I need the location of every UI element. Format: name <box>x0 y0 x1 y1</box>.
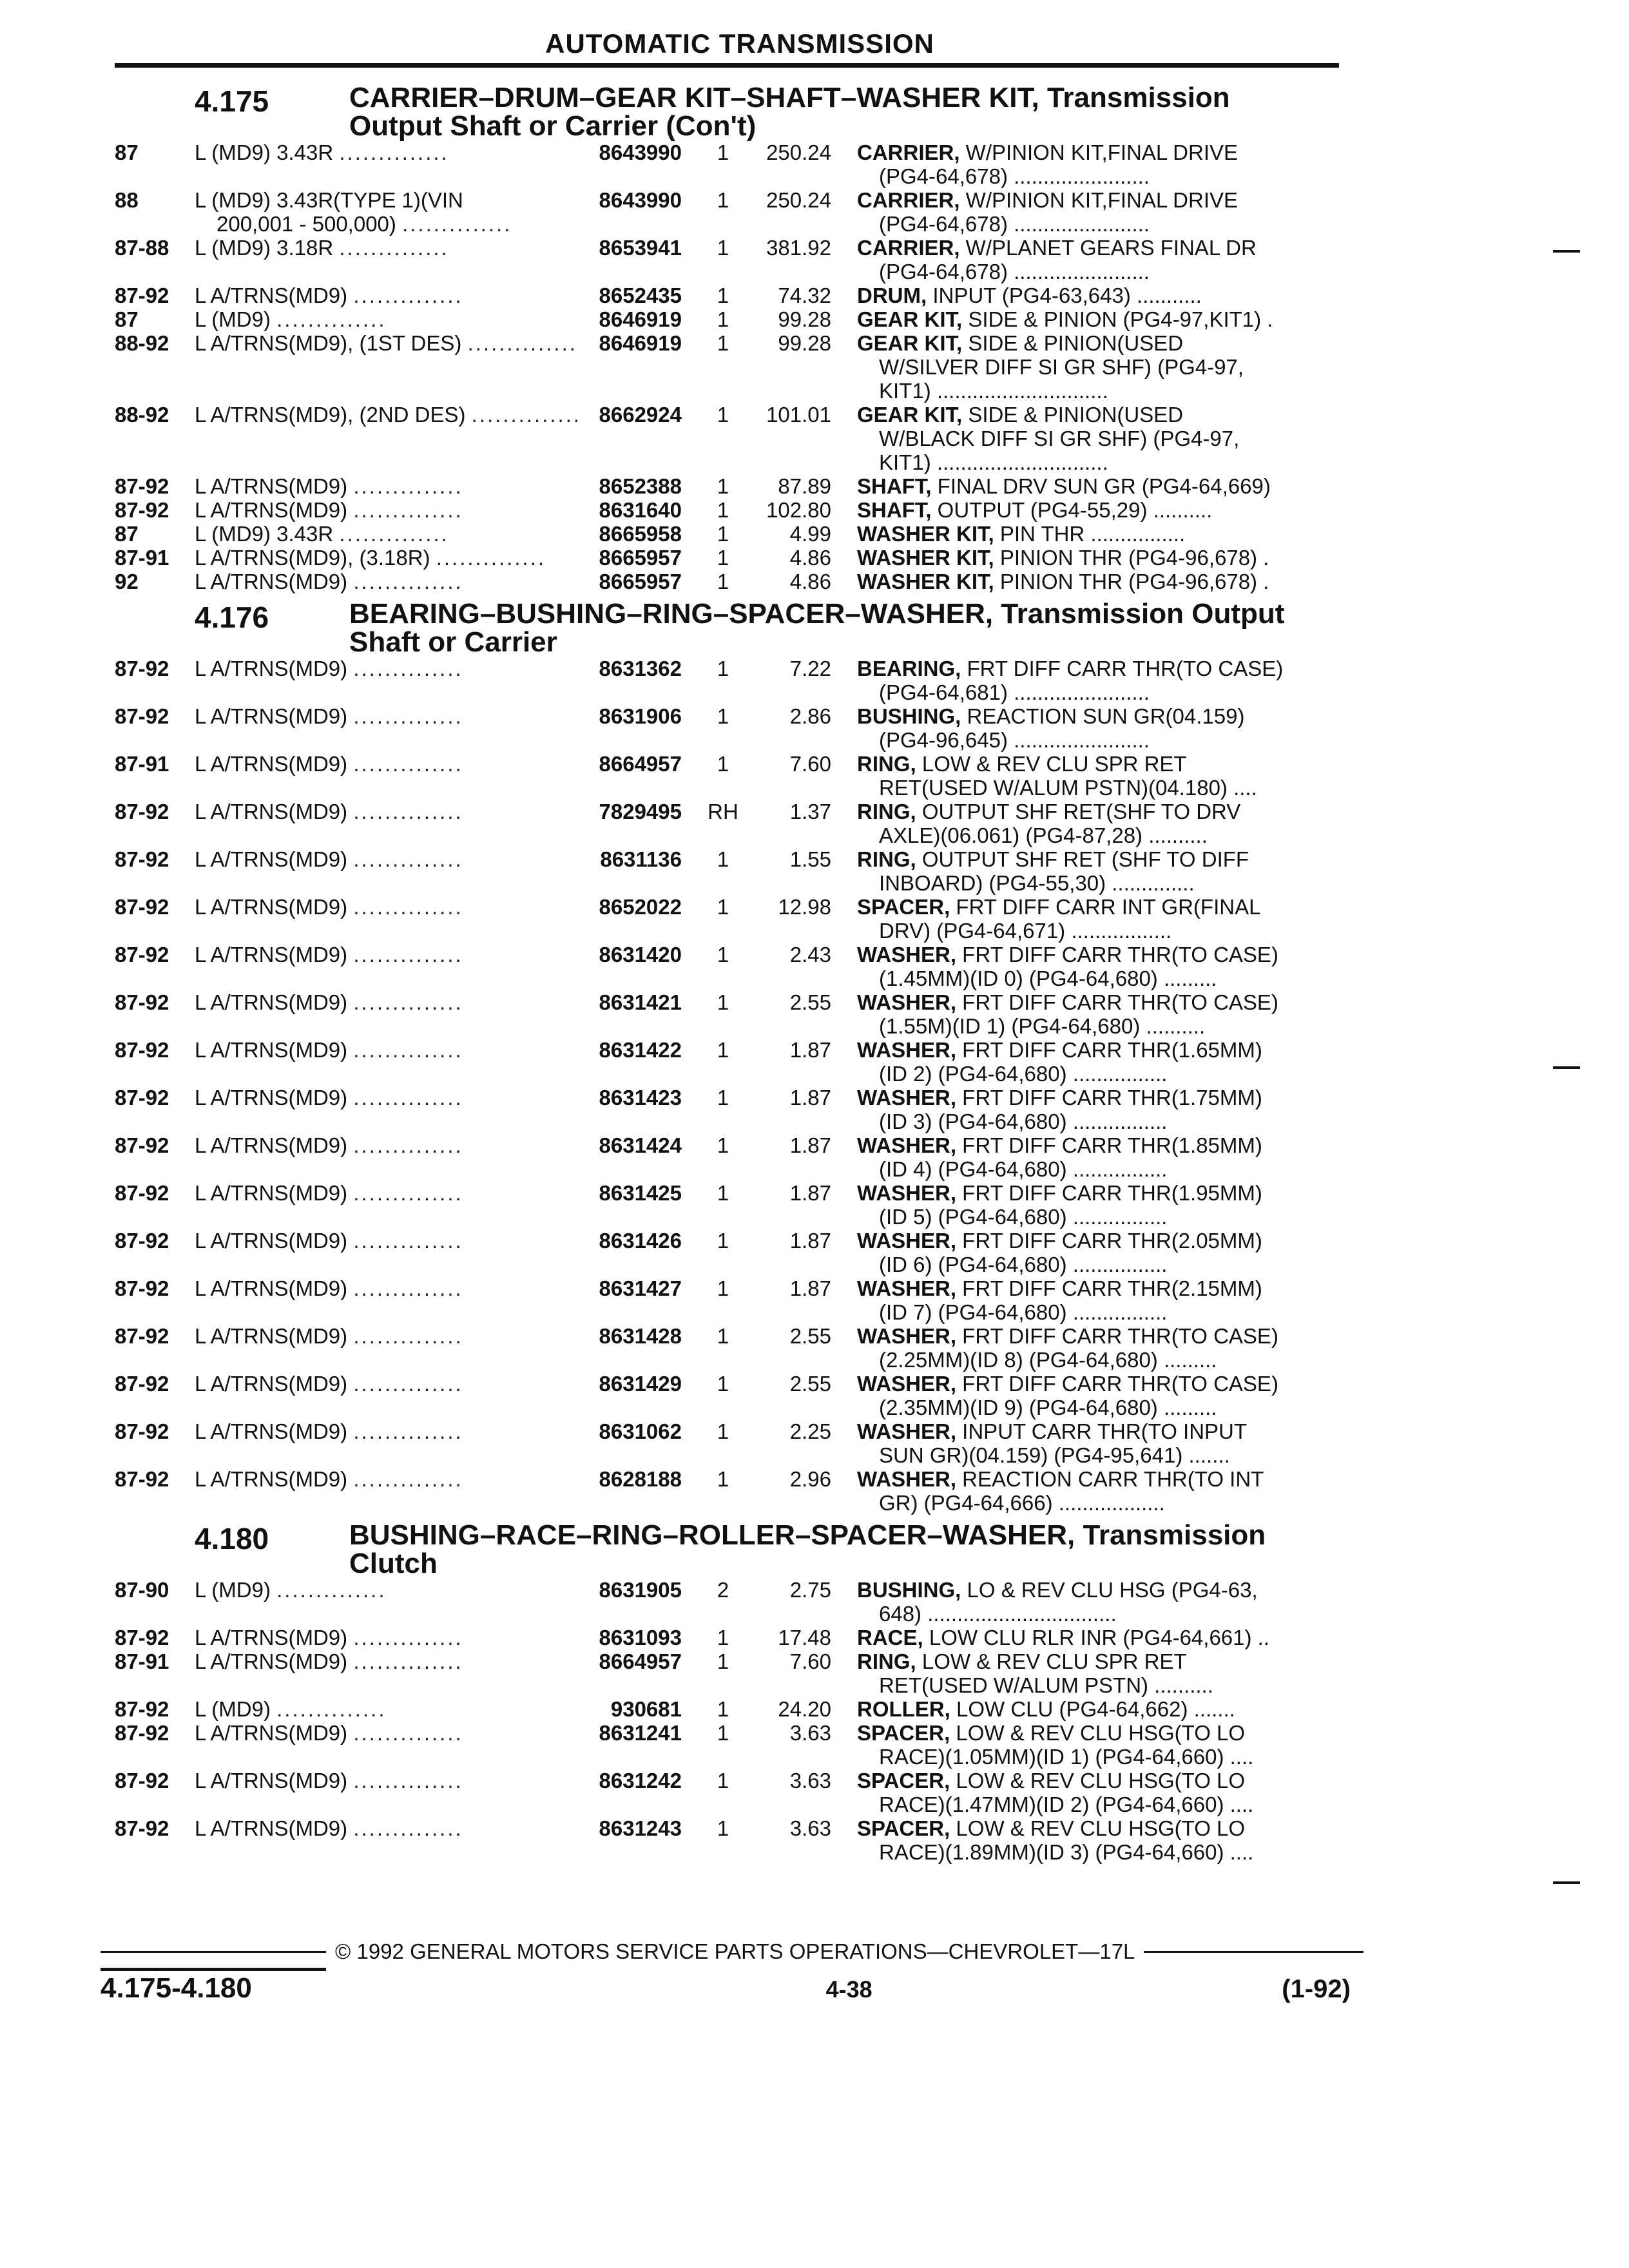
price: 74.32 <box>778 284 831 307</box>
quantity: 1 <box>717 943 729 966</box>
quantity: 1 <box>717 1372 729 1396</box>
model-description: L A/TRNS(MD9) .............. <box>195 1229 463 1253</box>
part-number: 8631423 <box>599 1086 682 1110</box>
model-years: 88 <box>115 188 139 212</box>
price: 1.87 <box>789 1181 831 1205</box>
page-number: 4-38 <box>825 1976 872 2003</box>
price: 99.28 <box>778 307 831 331</box>
table-row <box>115 847 1358 895</box>
section-heading <box>115 84 1358 140</box>
model-description: L A/TRNS(MD9) .............. <box>195 474 463 498</box>
part-name: WASHER, FRT DIFF CARR THR(1.85MM) (ID 4) (PG4-64,680) ................ <box>857 1133 1262 1181</box>
table-row <box>115 704 1358 752</box>
page-title: AUTOMATIC TRANSMISSION <box>545 28 934 59</box>
model-description: L A/TRNS(MD9) .............. <box>195 1649 463 1673</box>
part-name: SPACER, LOW & REV CLU HSG(TO LO RACE)(1.47MM)(ID 2) (PG4-64,660) .... <box>857 1769 1254 1816</box>
model-years: 87-92 <box>115 1626 169 1649</box>
model-description: L A/TRNS(MD9) .............. <box>195 800 463 823</box>
table-row <box>115 331 1358 403</box>
quantity: 1 <box>717 1133 729 1157</box>
page-header <box>115 28 1339 68</box>
quantity: 1 <box>717 522 729 546</box>
edge-tick-mark <box>1553 250 1580 253</box>
model-years: 87-91 <box>115 1649 169 1673</box>
model-years: 87-92 <box>115 1038 169 1062</box>
model-years: 87-92 <box>115 498 169 522</box>
model-years: 87-92 <box>115 847 169 871</box>
part-number: 8631136 <box>600 847 682 871</box>
table-row <box>115 1038 1358 1086</box>
part-number: 8631422 <box>599 1038 682 1062</box>
model-description: L A/TRNS(MD9), (2ND DES) .............. <box>195 403 582 427</box>
price: 101.01 <box>766 403 831 427</box>
table-row <box>115 546 1358 570</box>
model-years: 87-92 <box>115 943 169 966</box>
quantity: RH <box>708 800 738 823</box>
part-name: GEAR KIT, SIDE & PINION(USED W/BLACK DIFF SI GR SHF) (PG4-97, KIT1) ............................. <box>857 403 1240 474</box>
part-name: WASHER, REACTION CARR THR(TO INT GR) (PG4-64,666) .................. <box>857 1467 1264 1515</box>
part-name: RACE, LOW CLU RLR INR (PG4-64,661) .. <box>857 1626 1270 1649</box>
model-description: L (MD9) .............. <box>195 1697 387 1721</box>
part-name: GEAR KIT, SIDE & PINION(USED W/SILVER DIFF SI GR SHF) (PG4-97, KIT1) ............................. <box>857 331 1244 403</box>
part-number: 8652022 <box>599 895 682 919</box>
model-description: L A/TRNS(MD9) .............. <box>195 895 463 919</box>
part-name: GEAR KIT, SIDE & PINION (PG4-97,KIT1) . <box>857 307 1273 331</box>
price: 1.87 <box>789 1229 831 1253</box>
part-number: 8631093 <box>599 1626 682 1649</box>
table-row <box>115 990 1358 1038</box>
price: 2.55 <box>789 990 831 1014</box>
table-row <box>115 1816 1358 1864</box>
quantity: 1 <box>717 474 729 498</box>
part-name: WASHER, FRT DIFF CARR THR(2.15MM) (ID 7) (PG4-64,680) ................ <box>857 1276 1262 1324</box>
table-row <box>115 474 1358 498</box>
model-description: L A/TRNS(MD9) .............. <box>195 284 463 307</box>
model-description: L A/TRNS(MD9) .............. <box>195 990 463 1014</box>
part-number: 8662924 <box>599 403 682 427</box>
quantity: 2 <box>717 1578 729 1602</box>
model-years: 87-92 <box>115 1133 169 1157</box>
quantity: 1 <box>717 704 729 728</box>
model-years: 88-92 <box>115 403 169 427</box>
part-number: 930681 <box>610 1697 682 1721</box>
model-description: L (MD9) .............. <box>195 307 387 331</box>
part-number: 8631429 <box>599 1372 682 1396</box>
edge-tick-mark <box>1553 1066 1580 1069</box>
model-years: 87-92 <box>115 800 169 823</box>
quantity: 1 <box>717 990 729 1014</box>
table-row <box>115 1181 1358 1229</box>
model-description: L A/TRNS(MD9) .............. <box>195 1276 463 1300</box>
price: 7.22 <box>789 657 831 680</box>
table-row <box>115 1133 1358 1181</box>
model-years: 87-92 <box>115 1276 169 1300</box>
part-name: SHAFT, FINAL DRV SUN GR (PG4-64,669) <box>857 474 1271 498</box>
model-description: L (MD9) 3.43R(TYPE 1)(VIN 200,001 - 500,000) .............. <box>195 188 512 236</box>
quantity: 1 <box>717 307 729 331</box>
table-row <box>115 498 1358 522</box>
part-name: SPACER, LOW & REV CLU HSG(TO LO RACE)(1.89MM)(ID 3) (PG4-64,660) .... <box>857 1816 1254 1864</box>
part-name: WASHER, FRT DIFF CARR THR(1.95MM) (ID 5) (PG4-64,680) ................ <box>857 1181 1262 1229</box>
part-number: 8643990 <box>599 188 682 212</box>
table-row <box>115 1419 1358 1467</box>
part-number: 8631906 <box>599 704 682 728</box>
model-years: 87 <box>115 140 139 164</box>
price: 250.24 <box>766 188 831 212</box>
quantity: 1 <box>717 1626 729 1649</box>
table-row <box>115 752 1358 800</box>
part-number: 8665957 <box>599 570 682 593</box>
model-description: L (MD9) 3.18R .............. <box>195 236 449 260</box>
model-years: 87-92 <box>115 1467 169 1491</box>
quantity: 1 <box>717 236 729 260</box>
model-description: L A/TRNS(MD9) .............. <box>195 657 463 680</box>
quantity: 1 <box>717 546 729 570</box>
model-years: 87-92 <box>115 284 169 307</box>
quantity: 1 <box>717 498 729 522</box>
model-description: L A/TRNS(MD9) .............. <box>195 1721 463 1745</box>
part-number: 8631427 <box>599 1276 682 1300</box>
model-description: L A/TRNS(MD9) .............. <box>195 1372 463 1396</box>
page-footer <box>101 1939 1364 2004</box>
model-years: 87-92 <box>115 1697 169 1721</box>
part-name: WASHER KIT, PINION THR (PG4-96,678) . <box>857 546 1269 570</box>
section-number: 4.175 <box>195 84 269 118</box>
quantity: 1 <box>717 403 729 427</box>
quantity: 1 <box>717 847 729 871</box>
part-number: 8631640 <box>599 498 682 522</box>
table-row <box>115 522 1358 546</box>
model-description: L (MD9) .............. <box>195 1578 387 1602</box>
part-name: WASHER, FRT DIFF CARR THR(TO CASE) (1.55M)(ID 1) (PG4-64,680) .......... <box>857 990 1278 1038</box>
part-name: WASHER KIT, PIN THR ................ <box>857 522 1186 546</box>
table-row <box>115 1086 1358 1133</box>
part-number: 8631362 <box>599 657 682 680</box>
model-description: L (MD9) 3.43R .............. <box>195 522 449 546</box>
price: 1.55 <box>789 847 831 871</box>
quantity: 1 <box>717 752 729 776</box>
quantity: 1 <box>717 1086 729 1110</box>
quantity: 1 <box>717 1816 729 1840</box>
table-row <box>115 1578 1358 1626</box>
price: 7.60 <box>789 752 831 776</box>
section-range: 4.175-4.180 <box>101 1968 326 2004</box>
table-row <box>115 307 1358 331</box>
model-years: 87-92 <box>115 704 169 728</box>
part-number: 8652435 <box>599 284 682 307</box>
model-years: 87-92 <box>115 1419 169 1443</box>
part-name: BUSHING, REACTION SUN GR(04.159) (PG4-96,645) ....................... <box>857 704 1245 752</box>
table-row <box>115 1769 1358 1816</box>
part-name: SHAFT, OUTPUT (PG4-55,29) .......... <box>857 498 1213 522</box>
part-number: 8628188 <box>599 1467 682 1491</box>
section-heading <box>115 600 1358 657</box>
price: 1.87 <box>789 1086 831 1110</box>
part-number: 7829495 <box>599 800 682 823</box>
model-years: 92 <box>115 570 139 593</box>
part-name: WASHER, FRT DIFF CARR THR(2.05MM) (ID 6) (PG4-64,680) ................ <box>857 1229 1262 1276</box>
price: 3.63 <box>789 1816 831 1840</box>
part-number: 8643990 <box>599 140 682 164</box>
section-number: 4.180 <box>195 1522 269 1555</box>
part-name: RING, OUTPUT SHF RET (SHF TO DIFF INBOARD) (PG4-55,30) .............. <box>857 847 1249 895</box>
price: 17.48 <box>778 1626 831 1649</box>
part-name: BEARING, FRT DIFF CARR THR(TO CASE) (PG4-64,681) ....................... <box>857 657 1284 704</box>
model-years: 87-92 <box>115 990 169 1014</box>
model-description: L A/TRNS(MD9) .............. <box>195 498 463 522</box>
table-row <box>115 1626 1358 1649</box>
model-years: 87-91 <box>115 752 169 776</box>
table-row <box>115 800 1358 847</box>
model-years: 87-92 <box>115 1816 169 1840</box>
model-description: L A/TRNS(MD9), (3.18R) .............. <box>195 546 546 570</box>
price: 2.55 <box>789 1372 831 1396</box>
price: 24.20 <box>778 1697 831 1721</box>
price: 2.25 <box>789 1419 831 1443</box>
model-years: 87-92 <box>115 1769 169 1792</box>
part-name: WASHER KIT, PINION THR (PG4-96,678) . <box>857 570 1269 593</box>
part-name: WASHER, INPUT CARR THR(TO INPUT SUN GR)(04.159) (PG4-95,641) ....... <box>857 1419 1248 1467</box>
model-years: 87-92 <box>115 474 169 498</box>
price: 99.28 <box>778 331 831 355</box>
part-name: RING, LOW & REV CLU SPR RET RET(USED W/ALUM PSTN) .......... <box>857 1649 1213 1697</box>
table-row <box>115 140 1358 188</box>
price: 4.86 <box>789 570 831 593</box>
quantity: 1 <box>717 657 729 680</box>
model-description: L (MD9) 3.43R .............. <box>195 140 449 164</box>
part-number: 8631241 <box>599 1721 682 1745</box>
model-description: L A/TRNS(MD9) .............. <box>195 704 463 728</box>
edge-tick-mark <box>1553 1881 1580 1884</box>
quantity: 1 <box>717 895 729 919</box>
price: 4.99 <box>789 522 831 546</box>
part-number: 8665957 <box>599 546 682 570</box>
quantity: 1 <box>717 1229 729 1253</box>
part-number: 8646919 <box>599 331 682 355</box>
price: 87.89 <box>778 474 831 498</box>
part-number: 8631243 <box>599 1816 682 1840</box>
price: 7.60 <box>789 1649 831 1673</box>
model-years: 87-92 <box>115 1086 169 1110</box>
part-name: ROLLER, LOW CLU (PG4-64,662) ....... <box>857 1697 1235 1721</box>
price: 3.63 <box>789 1721 831 1745</box>
part-name: CARRIER, W/PINION KIT,FINAL DRIVE (PG4-64,678) ....................... <box>857 188 1239 236</box>
table-row <box>115 1276 1358 1324</box>
section-title: BUSHING–RACE–RING–ROLLER–SPACER–WASHER, Transmission Clutch <box>349 1519 1266 1579</box>
table-row <box>115 895 1358 943</box>
model-years: 87-92 <box>115 1721 169 1745</box>
model-description: L A/TRNS(MD9) .............. <box>195 570 463 593</box>
part-number: 8652388 <box>599 474 682 498</box>
price: 250.24 <box>766 140 831 164</box>
price: 2.86 <box>789 704 831 728</box>
section-number: 4.176 <box>195 601 269 634</box>
model-years: 87-91 <box>115 546 169 570</box>
part-name: WASHER, FRT DIFF CARR THR(1.65MM) (ID 2) (PG4-64,680) ................ <box>857 1038 1262 1086</box>
part-name: CARRIER, W/PLANET GEARS FINAL DR (PG4-64,678) ....................... <box>857 236 1257 284</box>
table-row <box>115 188 1358 236</box>
quantity: 1 <box>717 1649 729 1673</box>
table-row <box>115 403 1358 474</box>
model-description: L A/TRNS(MD9) .............. <box>195 1769 463 1792</box>
model-description: L A/TRNS(MD9) .............. <box>195 847 463 871</box>
table-row <box>115 1372 1358 1419</box>
part-number: 8631420 <box>599 943 682 966</box>
part-number: 8646919 <box>599 307 682 331</box>
model-years: 87 <box>115 307 139 331</box>
price: 4.86 <box>789 546 831 570</box>
quantity: 1 <box>717 140 729 164</box>
quantity: 1 <box>717 1276 729 1300</box>
model-description: L A/TRNS(MD9) .............. <box>195 1626 463 1649</box>
quantity: 1 <box>717 1181 729 1205</box>
part-name: RING, LOW & REV CLU SPR RET RET(USED W/ALUM PSTN)(04.180) .... <box>857 752 1257 800</box>
model-description: L A/TRNS(MD9) .............. <box>195 752 463 776</box>
model-description: L A/TRNS(MD9) .............. <box>195 1324 463 1348</box>
model-description: L A/TRNS(MD9) .............. <box>195 943 463 966</box>
quantity: 1 <box>717 1419 729 1443</box>
table-row <box>115 1649 1358 1697</box>
part-name: SPACER, FRT DIFF CARR INT GR(FINAL DRV) (PG4-64,671) ................. <box>857 895 1261 943</box>
part-number: 8653941 <box>599 236 682 260</box>
model-description: L A/TRNS(MD9) .............. <box>195 1133 463 1157</box>
table-row <box>115 1721 1358 1769</box>
part-number: 8631421 <box>599 990 682 1014</box>
table-row <box>115 657 1358 704</box>
part-number: 8664957 <box>599 752 682 776</box>
part-name: CARRIER, W/PINION KIT,FINAL DRIVE (PG4-64,678) ....................... <box>857 140 1239 188</box>
price: 2.55 <box>789 1324 831 1348</box>
part-number: 8631426 <box>599 1229 682 1253</box>
price: 102.80 <box>766 498 831 522</box>
price: 2.96 <box>789 1467 831 1491</box>
quantity: 1 <box>717 1038 729 1062</box>
section-title: CARRIER–DRUM–GEAR KIT–SHAFT–WASHER KIT, Transmission Output Shaft or Carrier (Con't) <box>349 82 1230 142</box>
quantity: 1 <box>717 188 729 212</box>
quantity: 1 <box>717 1697 729 1721</box>
price: 3.63 <box>789 1769 831 1792</box>
model-years: 87-90 <box>115 1578 169 1602</box>
table-row <box>115 1467 1358 1515</box>
part-name: RING, OUTPUT SHF RET(SHF TO DRV AXLE)(06.061) (PG4-87,28) .......... <box>857 800 1241 847</box>
model-description: L A/TRNS(MD9) .............. <box>195 1467 463 1491</box>
part-number: 8665958 <box>599 522 682 546</box>
part-number: 8631062 <box>599 1419 682 1443</box>
price: 381.92 <box>766 236 831 260</box>
table-row <box>115 943 1358 990</box>
price: 1.87 <box>789 1133 831 1157</box>
quantity: 1 <box>717 1324 729 1348</box>
model-description: L A/TRNS(MD9) .............. <box>195 1086 463 1110</box>
quantity: 1 <box>717 1467 729 1491</box>
model-description: L A/TRNS(MD9) .............. <box>195 1181 463 1205</box>
price: 1.87 <box>789 1038 831 1062</box>
quantity: 1 <box>717 1769 729 1792</box>
part-name: WASHER, FRT DIFF CARR THR(1.75MM) (ID 3) (PG4-64,680) ................ <box>857 1086 1262 1133</box>
model-description: L A/TRNS(MD9) .............. <box>195 1419 463 1443</box>
quantity: 1 <box>717 331 729 355</box>
part-name: WASHER, FRT DIFF CARR THR(TO CASE) (2.25MM)(ID 8) (PG4-64,680) ......... <box>857 1324 1278 1372</box>
part-number: 8631428 <box>599 1324 682 1348</box>
price: 2.43 <box>789 943 831 966</box>
quantity: 1 <box>717 284 729 307</box>
model-years: 87-92 <box>115 1372 169 1396</box>
part-name: WASHER, FRT DIFF CARR THR(TO CASE) (2.35MM)(ID 9) (PG4-64,680) ......... <box>857 1372 1278 1419</box>
table-row <box>115 1324 1358 1372</box>
price: 12.98 <box>778 895 831 919</box>
price: 2.75 <box>789 1578 831 1602</box>
table-row <box>115 1229 1358 1276</box>
price: 1.37 <box>789 800 831 823</box>
part-number: 8631905 <box>599 1578 682 1602</box>
table-row <box>115 284 1358 307</box>
table-row <box>115 570 1358 593</box>
model-description: L A/TRNS(MD9) .............. <box>195 1038 463 1062</box>
table-row <box>115 236 1358 284</box>
part-number: 8664957 <box>599 1649 682 1673</box>
model-years: 87-92 <box>115 895 169 919</box>
table-row <box>115 1697 1358 1721</box>
model-years: 87-88 <box>115 236 169 260</box>
quantity: 1 <box>717 570 729 593</box>
part-number: 8631242 <box>599 1769 682 1792</box>
part-name: WASHER, FRT DIFF CARR THR(TO CASE) (1.45MM)(ID 0) (PG4-64,680) ......... <box>857 943 1278 990</box>
model-years: 88-92 <box>115 331 169 355</box>
part-number: 8631424 <box>599 1133 682 1157</box>
model-years: 87-92 <box>115 1181 169 1205</box>
price: 1.87 <box>789 1276 831 1300</box>
quantity: 1 <box>717 1721 729 1745</box>
part-number: 8631425 <box>599 1181 682 1205</box>
model-years: 87-92 <box>115 1229 169 1253</box>
copyright-text: © 1992 GENERAL MOTORS SERVICE PARTS OPERATIONS—CHEVROLET—17L <box>335 1939 1135 1963</box>
section-heading <box>115 1521 1358 1578</box>
section-title: BEARING–BUSHING–RING–SPACER–WASHER, Transmission Output Shaft or Carrier <box>349 598 1285 658</box>
model-years: 87-92 <box>115 1324 169 1348</box>
model-description: L A/TRNS(MD9), (1ST DES) .............. <box>195 331 577 355</box>
model-years: 87-92 <box>115 657 169 680</box>
model-description: L A/TRNS(MD9) .............. <box>195 1816 463 1840</box>
parts-catalog <box>115 80 1358 1867</box>
part-name: DRUM, INPUT (PG4-63,643) ........... <box>857 284 1202 307</box>
model-years: 87 <box>115 522 139 546</box>
part-name: BUSHING, LO & REV CLU HSG (PG4-63, 648) ................................ <box>857 1578 1258 1626</box>
revision-date: (1-92) <box>1282 1975 1351 2003</box>
part-name: SPACER, LOW & REV CLU HSG(TO LO RACE)(1.05MM)(ID 1) (PG4-64,660) .... <box>857 1721 1254 1769</box>
